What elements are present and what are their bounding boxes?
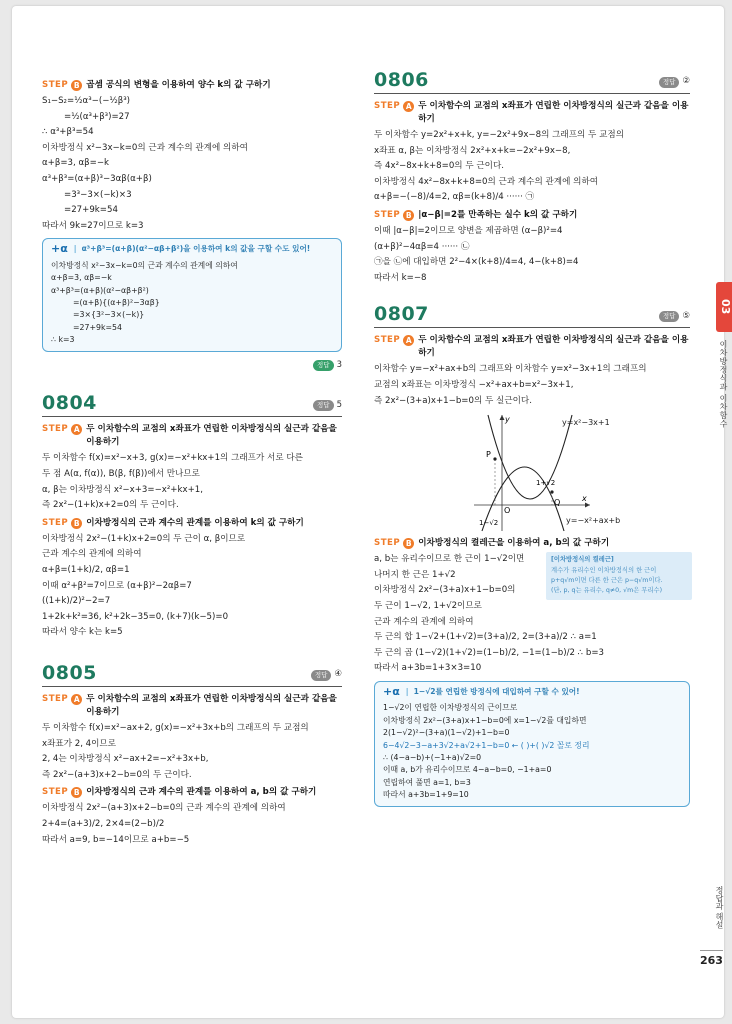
y-axis-label: y: [505, 415, 510, 425]
answer-badge: 정답 ④: [311, 667, 342, 683]
curve2-label: y=−x²+ax+b: [566, 516, 621, 526]
page-number: 263: [700, 950, 723, 967]
point-q-dot: [550, 491, 553, 494]
root-right-label: 1+√2: [536, 479, 556, 488]
step-badge: B: [403, 538, 414, 549]
step-badge: B: [71, 80, 82, 91]
step-a-header: STEP A 두 이차함수의 교점의 x좌표가 연립한 이차방정식의 실근과 같음을 이용하기: [374, 101, 689, 124]
step-b-header: STEP B |α−β|=2를 만족하는 실수 k의 값 구하기: [374, 209, 578, 220]
plus-alpha-icon: +α: [51, 242, 68, 256]
problem-header-0806: [374, 70, 690, 94]
problem-number: 0804: [42, 392, 97, 415]
left-column: STEP B 곱셈 공식의 변형을 이용하여 양수 k의 값 구하기 S₁−S₂=½α³−(−½β³) =½(α³+β³)=27 ∴ α³+β³=54 이차방정식 x²−3x−k=0의 근과 계수의 관계에 의하여 α+β=3, αβ=−k α³+β³=(α+β)³−3αβ(α+β) =3³−3×(−k)×3 =27+9k=54 따라서 9k=27이므로 k=3 +α | α³+β³=(α+β)(α²−αβ+β²)을 이용하여 k의 값을 구할 수도 있어! 이차방정식 x²−3x−k=0의 근과 계수의 관계에 의하여 α+β=3, αβ=−k α³+β³=(α+β)(α²−αβ+β²) =(α+β){(α+β)²−3αβ} =3×{3²−3×(−k)} =27+9k=54 ∴ k=3 정답 3 0804 정답 5 STEP A 두 이차함수의 교점의 x좌표가 연립한 이차방정식의 실근과 같음을 이용하기 두 이차함수 f(x)=x²−x+3, g(x)=−x²+kx+1의 그래프가 서로 다른 두 점 A(α, f(α)), B(β, f(β))에서 만나므로 α, β는 이차방정식 x²−x+3=−x²+kx+1, 즉 2x²−(1+k)x+2=0의 두 근이다. STEP B 이차방정식의 근과 계수의 관계를 이용하여 k의 값 구하기 이차방정식 2x²−(1+k)x+2=0의 두 근이 α, β이므로 근과 계수의 관계에 의하여 α+β=(1+k)/2, αβ=1 이때 α²+β²=7이므로 (α+β)²−2αβ=7 ((1+k)/2)²−2=7 1+2k+k²=36, k²+2k−35=0, (k+7)(k−5)=0 따라서 양수 k는 k=5 0805 정답 ④ STEP A 두 이차함수의 교점의 x좌표가 연립한 이차방정식의 실근과 같음을 이용하기 두 이차함수 f(x)=x²−ax+2, g(x)=−x²+3x+b의 그래프의 두 교점의 x좌표가 2, 4이므로 2, 4는 이차방정식 x²−ax+2=−x²+3x+b, 즉 2x²−(a+3)x+2−b=0의 두 근이다. STEP B 이차방정식의 근과 계수의 관계를 이용하여 a, b의 값 구하기 이차방정식 2x²−(a+3)x+2−b=0의 근과 계수의 관계에 의하여 2+4=(a+3)/2, 2×4=(2−b)/2 따라서 a=9, b=−14이므로 a+b=−5: [42, 80, 342, 845]
x-axis-arrow: [585, 503, 590, 508]
problem-header-0807: [374, 304, 690, 328]
problem-number: 0805: [42, 662, 97, 685]
chapter-tab[interactable]: 03: [716, 282, 732, 332]
point-q-label: Q: [554, 498, 561, 508]
point-p-label: P: [486, 450, 491, 460]
solution-lines: S₁−S₂=½α³−(−½β³) =½(α³+β³)=27 ∴ α³+β³=54 이차방정식 x²−3x−k=0의 근과 계수의 관계에 의하여 α+β=3, αβ=−k α³+β³=(α+β)³−3αβ(α+β) =3³−3×(−k)×3 =27+9k=54 따라서 9k=27이므로 k=3: [42, 96, 248, 231]
conjugate-root-note: [이차방정식의 켤레근] 계수가 유리수인 이차방정식의 한 근이 p+q√m이면 다른 한 근은 p−q√m이다. (단, p, q는 유리수, q≠0, √m은 무리수): [546, 552, 692, 600]
page: [12, 6, 732, 1018]
answer-badge: 정답 ②: [659, 74, 690, 90]
step-badge: A: [403, 335, 414, 346]
step-b-header: STEP B 곱셈 공식의 변형을 이용하여 양수 k의 값 구하기: [42, 80, 271, 90]
step-a-header: STEP A 두 이차함수의 교점의 x좌표가 연립한 이차방정식의 실근과 같음을 이용하기: [42, 694, 337, 718]
problem-header-0805: [42, 663, 342, 687]
step-badge: A: [71, 424, 82, 435]
answer-badge: 정답 5: [313, 398, 342, 414]
problem-number: 0806: [374, 69, 429, 91]
right-column: 0806 정답 ② STEP A 두 이차함수의 교점의 x좌표가 연립한 이차방정식의 실근과 같음을 이용하기 두 이차함수 y=2x²+x+k, y=−2x²+9x−8의 그래프의 두 교점의 x좌표 α, β는 이차방정식 2x²+x+k=−2x²+9x−8, 즉 4x²−8x+k+8=0의 두 근이다. 이차방정식 4x²−8x+k+8=0의 근과 계수의 관계에 의하여 α+β=−(−8)/4=2, αβ=(k+8)/4 ······ ㉠ STEP B |α−β|=2를 만족하는 실수 k의 값 구하기 이때 |α−β|=2이므로 양변을 제곱하면 (α−β)²=4 (α+β)²−4αβ=4 ······ ㉡ ㉠을 ㉡에 대입하면 2²−4×(k+8)/4=4, 4−(k+8)=4 따라서 k=−8 0807 정답 ⑤ STEP A 두 이차함수의 교점의 x좌표가 연립한 이차방정식의 실근과 같음을 이용하기 이차함수 y=−x²+ax+b의 그래프와 이차함수 y=x²−3x+1의 그래프의 교점의 x좌표는 이차방정식 −x²+ax+b=x²−3x+1, 즉 2x²−(3+a)x+1−b=0의 두 실근이다. P Q O x y 1+√2 1−√2 y=x²−3x+1 y=−x²+ax+b STEP B 이차방정식의 켤레근을 이용하여 a, b의 값 구하기 [이차방정식의 켤레근] 계수가 유리수인 이차방정식의 한 근이 p+q√m이면 다른 한 근은 p−q√m이다. (단, p, q는 유리수, q≠0, √m은 무리수) a, b는 유리수이므로 한 근이 1−√2이면 나머지 한 근은 1+√2 이차방정식 2x²−(3+a)x+1−b=0의 두 근이 1−√2, 1+√2이므로 근과 계수의 관계에 의하여 두 근의 합 1−√2+(1+√2)=(3+a)/2, 2=(3+a)/2 ∴ a=1 두 근의 곱 (1−√2)(1+√2)=(1−b)/2, −1=(1−b)/2 ∴ b=3 따라서 a+3b=1+3×3=10 +α | 1−√2를 연립한 방정식에 대입하여 구할 수 있어! 1−√2이 연립한 이차방정식의 근이므로 이차방정식 2x²−(3+a)x+1−b=0에 x=1−√2를 대입하면 2(1−√2)²−(3+a)(1−√2)+1−b=0 6−4√2−3−a+3√2+a√2+1−b=0 ← ( )+( )√2 꼴로 정리 ∴ (4−a−b)+(−1+a)√2=0 이때 a, b가 유리수이므로 4−a−b=0, −1+a=0 연립하여 풀면 a=1, b=3 따라서 a+3b=1+9=10: [374, 70, 690, 813]
step-badge: B: [403, 210, 414, 221]
curve-upward-parabola: [488, 415, 572, 499]
point-p-dot: [493, 458, 496, 461]
step-badge: B: [71, 787, 82, 798]
step-b-header: STEP B 이차방정식의 근과 계수의 관계를 이용하여 a, b의 값 구하기: [42, 787, 317, 798]
answer-badge: 정답 ⑤: [659, 309, 690, 325]
step-b-header: STEP B 이차방정식의 근과 계수의 관계를 이용하여 k의 값 구하기: [42, 517, 304, 528]
step-a-header: STEP A 두 이차함수의 교점의 x좌표가 연립한 이차방정식의 실근과 같음을 이용하기: [42, 424, 337, 448]
plus-alpha-icon: +α: [383, 684, 400, 698]
plus-alpha-box: +α | 1−√2를 연립한 방정식에 대입하여 구할 수 있어! 1−√2이 연립한 이차방정식의 근이므로 이차방정식 2x²−(3+a)x+1−b=0에 x=1−√2를 대입하면 2(1−√2)²−(3+a)(1−√2)+1−b=0 6−4√2−3−a+3√2+a√2+1−b=0 ← ( )+( )√2 꼴로 정리 ∴ (4−a−b)+(−1+a)√2=0 이때 a, b가 유리수이므로 4−a−b=0, −1+a=0 연립하여 풀면 a=1, b=3 따라서 a+3b=1+9=10: [374, 681, 690, 807]
problem-header-0804: [42, 393, 342, 417]
step-a-header: STEP A 두 이차함수의 교점의 x좌표가 연립한 이차방정식의 실근과 같음을 이용하기: [374, 335, 689, 359]
chapter-title: 이차방정식과 이차함수: [719, 340, 728, 429]
step-b-header: STEP B 이차방정식의 켤레근을 이용하여 a, b의 값 구하기: [374, 538, 610, 549]
problem-number: 0807: [374, 303, 429, 326]
x-axis-label: x: [582, 494, 587, 504]
step-badge: A: [403, 101, 414, 112]
section-footer: 정답과 해설: [715, 886, 724, 929]
plus-alpha-box: +α | α³+β³=(α+β)(α²−αβ+β²)을 이용하여 k의 값을 구할 수도 있어! 이차방정식 x²−3x−k=0의 근과 계수의 관계에 의하여 α+β=3, αβ=−k α³+β³=(α+β)(α²−αβ+β²) =(α+β){(α+β)²−3αβ} =3×{3²−3×(−k)} =27+9k=54 ∴ k=3: [42, 238, 342, 351]
curve1-label: y=x²−3x+1: [562, 418, 610, 428]
step-badge: B: [71, 518, 82, 529]
origin-label: O: [504, 506, 511, 516]
answer-badge: 정답 3: [313, 358, 342, 374]
y-axis-arrow: [500, 415, 505, 420]
root-left-label: 1−√2: [479, 519, 499, 528]
step-badge: A: [71, 694, 82, 705]
